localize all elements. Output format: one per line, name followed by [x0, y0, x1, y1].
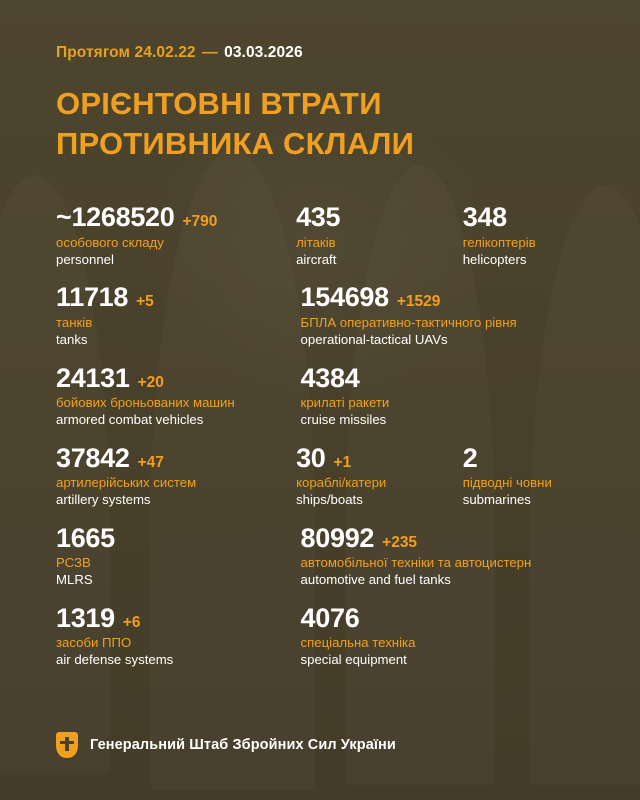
- loss-label-ua: артилерійських систем: [56, 475, 197, 491]
- loss-label-ua: танків: [56, 314, 93, 330]
- loss-label-ua: кораблі/катери: [296, 475, 387, 491]
- loss-value-line: [56, 524, 291, 552]
- loss-delta: +5: [136, 293, 154, 311]
- loss-label-en: air defense systems: [56, 652, 174, 668]
- loss-value-line: [301, 604, 590, 632]
- loss-item-cruise-missiles: [301, 364, 600, 429]
- loss-value: 4384: [300, 362, 360, 393]
- loss-item-uavs: [301, 283, 600, 348]
- loss-item-armored-vehicles: [56, 364, 301, 429]
- loss-delta: +20: [137, 373, 164, 391]
- loss-value: 4076: [300, 602, 360, 633]
- loss-value-line: [296, 444, 453, 472]
- loss-value: 11718: [56, 282, 129, 313]
- loss-delta: +1: [333, 453, 352, 471]
- losses-grid: [56, 203, 600, 669]
- loss-value: 348: [462, 202, 507, 233]
- loss-value: 24131: [56, 362, 130, 393]
- loss-item-mlrs: [56, 524, 301, 589]
- loss-value-line: [301, 524, 590, 552]
- loss-label-ua: спеціальна техніка: [300, 635, 416, 651]
- loss-item-personnel: [56, 203, 296, 268]
- loss-value: 1319: [56, 602, 115, 633]
- footer: [56, 732, 396, 758]
- loss-label-en: helicopters: [462, 251, 527, 267]
- loss-item-helicopters: [463, 203, 600, 268]
- loss-label-ua: БПЛА оперативно-тактичного рівня: [300, 314, 517, 330]
- loss-label-ua: автомобільної техніки та автоцистерн: [300, 555, 532, 571]
- loss-label-ua: РСЗВ: [56, 555, 91, 571]
- loss-label-ua: літаків: [296, 234, 336, 250]
- loss-label-en: cruise missiles: [300, 411, 387, 427]
- loss-item-automotive: [301, 524, 600, 589]
- losses-row: [56, 203, 600, 268]
- losses-row: [56, 604, 600, 669]
- loss-label-ua: гелікоптерів: [462, 234, 536, 250]
- loss-item-tanks: [56, 283, 301, 348]
- loss-label-en: tanks: [56, 331, 88, 347]
- period-dash: —: [202, 44, 218, 61]
- loss-label-en: aircraft: [296, 251, 337, 267]
- loss-value: 154698: [300, 282, 389, 313]
- loss-label-ua: підводні човни: [462, 475, 552, 491]
- loss-value: 30: [296, 442, 326, 473]
- loss-value-line: [463, 203, 590, 231]
- loss-label-ua: засоби ППО: [56, 635, 132, 651]
- loss-value: 1665: [56, 522, 115, 553]
- loss-label-en: personnel: [56, 251, 114, 267]
- loss-value-line: [56, 283, 291, 311]
- page-title-line-2: ПРОТИВНИКА СКЛАЛИ: [56, 125, 415, 161]
- loss-item-special-equipment: [301, 604, 600, 669]
- loss-delta: +6: [122, 613, 141, 631]
- loss-delta: +47: [137, 453, 164, 471]
- page-title-line-1: ОРІЄНТОВНІ ВТРАТИ: [56, 86, 382, 121]
- loss-label-ua: крилаті ракети: [300, 394, 390, 410]
- loss-label-en: automotive and fuel tanks: [300, 572, 451, 588]
- loss-item-ships: [296, 444, 463, 509]
- period-date: 03.03.2026: [224, 44, 303, 61]
- loss-value-line: [301, 283, 590, 311]
- loss-value-line: [301, 364, 590, 392]
- loss-value: 435: [296, 202, 341, 233]
- loss-value-line: [463, 444, 590, 472]
- loss-value-line: [56, 203, 286, 231]
- loss-delta: +1529: [396, 293, 441, 311]
- loss-value-line: [56, 364, 291, 392]
- loss-item-air-defense: [56, 604, 301, 669]
- losses-row: [56, 444, 600, 509]
- loss-value-line: [56, 444, 286, 472]
- loss-label-en: submarines: [462, 491, 531, 507]
- loss-value-line: [296, 203, 453, 231]
- loss-label-en: operational-tactical UAVs: [300, 331, 448, 347]
- loss-value: ~1268520: [56, 202, 175, 233]
- loss-label-en: ships/boats: [296, 491, 363, 507]
- loss-label-en: armored combat vehicles: [56, 411, 204, 427]
- loss-label-en: special equipment: [300, 652, 407, 668]
- loss-value-line: [56, 604, 291, 632]
- page-title: [56, 84, 600, 163]
- losses-row: [56, 283, 600, 348]
- footer-text: Генеральний Штаб Збройних Сил України: [90, 737, 396, 753]
- loss-value: 2: [462, 442, 478, 473]
- loss-value: 80992: [300, 522, 375, 553]
- loss-label-ua: бойових броньованих машин: [56, 394, 235, 410]
- period-prefix: Протягом 24.02.22: [56, 44, 196, 61]
- loss-label-ua: особового складу: [56, 234, 164, 250]
- loss-label-en: artillery systems: [56, 491, 151, 507]
- loss-delta: +235: [382, 533, 418, 551]
- loss-item-aircraft: [296, 203, 463, 268]
- losses-row: [56, 364, 600, 429]
- trident-emblem-icon: [56, 732, 78, 758]
- period-line: [56, 44, 600, 62]
- loss-label-en: MLRS: [56, 572, 93, 588]
- losses-row: [56, 524, 600, 589]
- loss-item-submarines: [463, 444, 600, 509]
- loss-delta: +790: [182, 213, 218, 231]
- loss-value: 37842: [56, 442, 130, 473]
- loss-item-artillery: [56, 444, 296, 509]
